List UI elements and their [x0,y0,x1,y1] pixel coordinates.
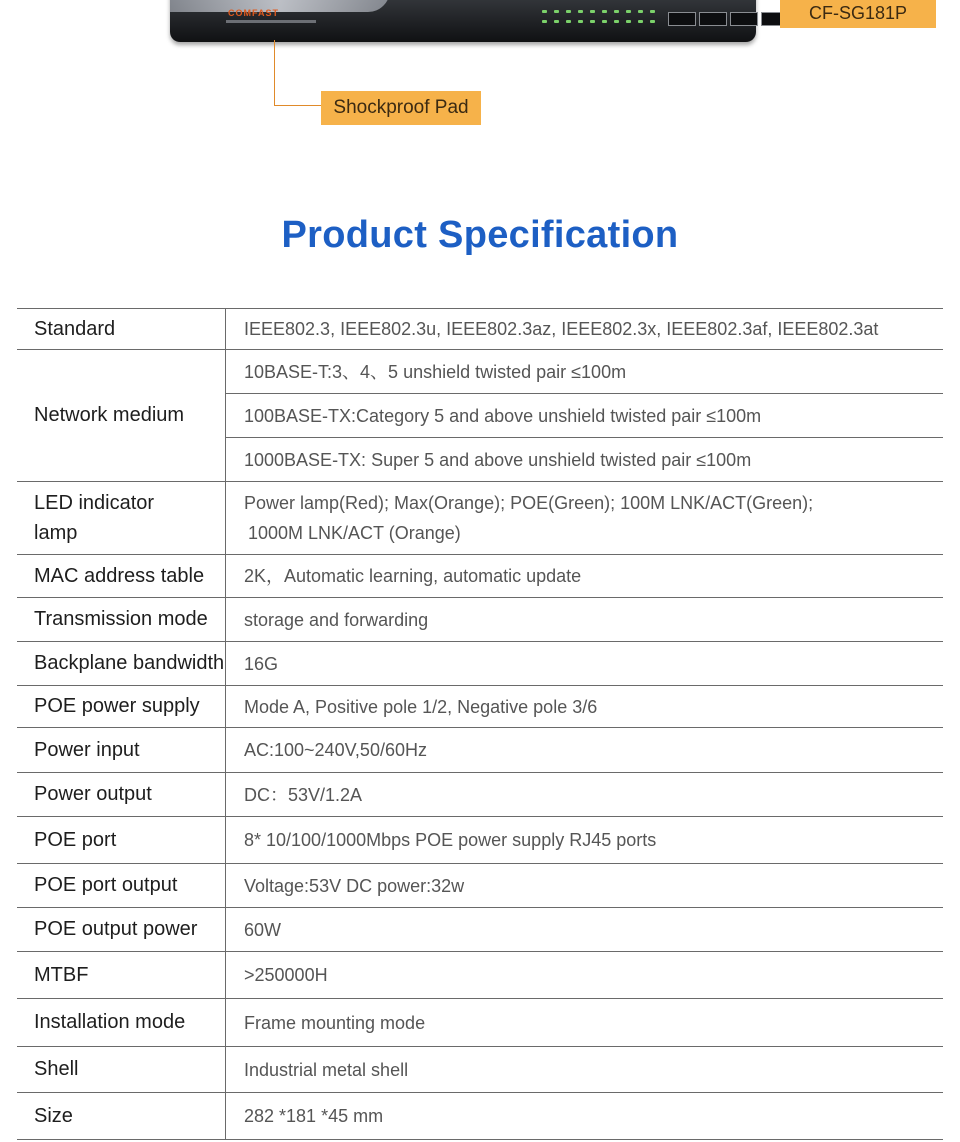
spec-value: >250000H [244,965,328,985]
spec-label: POE port output [17,864,226,907]
led-row-top [542,10,655,13]
spec-label: MTBF [17,952,226,998]
led-row-bottom [542,20,655,23]
spec-value: 16G [244,653,279,674]
spec-row [17,1093,943,1140]
spec-row [17,598,943,642]
switch-device-image [170,0,756,42]
spec-row [17,952,943,999]
spec-value: AC:100~240V,50/60Hz [244,740,427,760]
spec-value: 1000BASE-TX: Super 5 and above unshield twisted pair ≤100m [226,437,943,481]
model-label: CF-SG181P [780,0,936,28]
spec-value: 2K，Automatic learning, automatic update [244,566,582,586]
spec-table [17,308,943,1140]
spec-label: Shell [17,1047,226,1092]
spec-value: storage and forwarding [244,609,429,630]
spec-label: Network medium [17,350,226,481]
spec-row [17,482,943,555]
spec-label: Transmission mode [17,598,226,641]
spec-value: 282 *181 *45 mm [244,1106,384,1126]
spec-value: 100BASE-TX:Category 5 and above unshield twisted pair ≤100m [226,393,943,437]
spec-value-line: 1000M LNK/ACT (Orange) [248,523,461,543]
spec-row [17,686,943,728]
spec-value: DC：53V/1.2A [244,784,363,805]
spec-value: 60W [244,919,282,940]
spec-label: Power input [17,728,226,772]
spec-label: Standard [17,309,226,349]
spec-label: POE port [17,817,226,863]
spec-row [17,642,943,686]
spec-label: POE output power [17,908,226,951]
section-heading: Product Specification [281,214,679,256]
spec-value: IEEE802.3, IEEE802.3u, IEEE802.3az, IEEE802.3x, IEEE802.3af, IEEE802.3at [244,319,879,339]
spec-value [226,482,943,554]
callout-line-vertical [274,40,275,106]
device-subtitle-strip [226,20,316,23]
spec-label: Installation mode [17,999,226,1046]
spec-row [17,908,943,952]
spec-row [17,555,943,598]
brand-logo: COMFAST [228,8,279,18]
spec-value: 10BASE-T:3、4、5 unshield twisted pair ≤100m [244,361,627,382]
spec-row [17,773,943,817]
spec-row [17,309,943,350]
spec-value-line: Power lamp(Red); Max(Orange); POE(Green); 100M LNK/ACT(Green); [244,493,814,513]
plastic-wrap [170,0,390,12]
spec-value: Industrial metal shell [244,1059,409,1080]
spec-value: Mode A, Positive pole 1/2, Negative pole 3/6 [244,696,598,717]
spec-row [17,1047,943,1093]
spec-row [17,999,943,1047]
spec-value: Frame mounting mode [244,1012,426,1033]
spec-row [17,728,943,773]
shockproof-pad-label: Shockproof Pad [321,91,481,125]
spec-label: Power output [17,773,226,816]
spec-label: LED indicator lamp [17,482,226,554]
spec-row [17,817,943,864]
spec-label: MAC address table [17,555,226,597]
spec-value: 8* 10/100/1000Mbps POE power supply RJ45 ports [244,830,657,850]
spec-label: Backplane bandwidth [17,642,226,685]
spec-row [17,350,943,482]
spec-label: POE power supply [17,686,226,727]
callout-line-horizontal [274,105,322,106]
product-image-area [0,0,960,150]
spec-value: Voltage:53V DC power:32w [244,875,465,896]
spec-row [17,864,943,908]
spec-label: Size [17,1093,226,1139]
